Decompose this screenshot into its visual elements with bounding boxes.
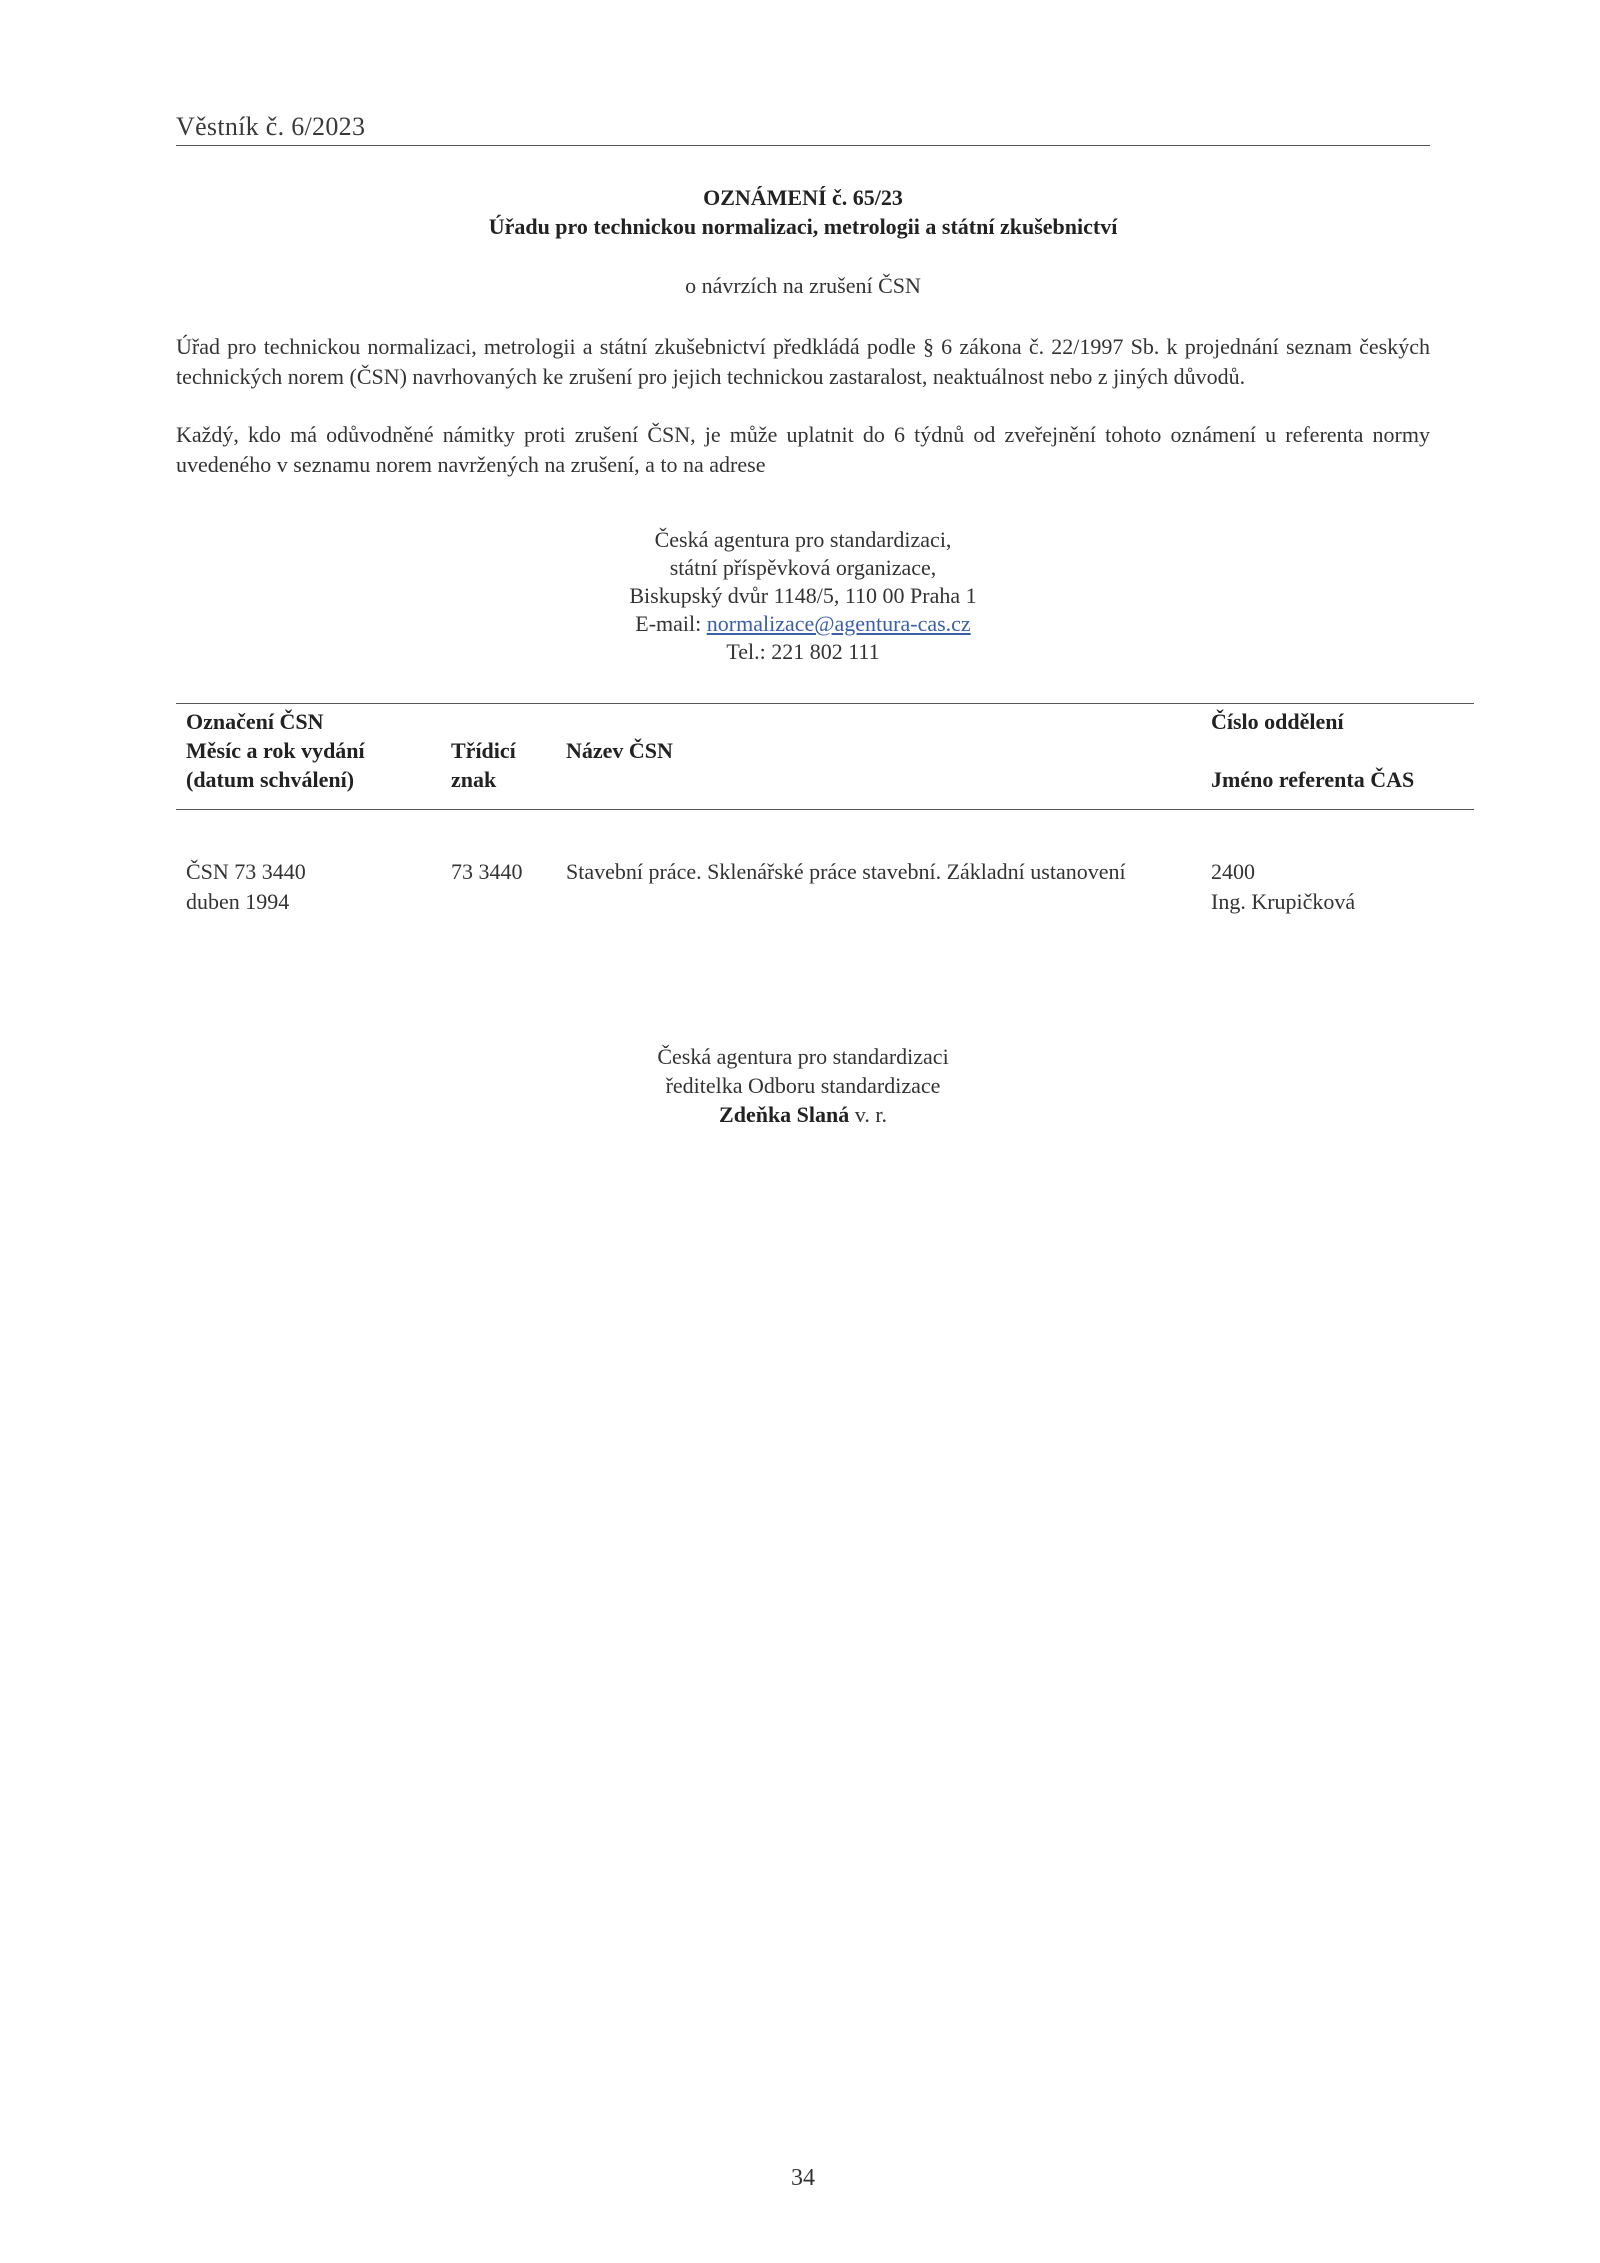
address-email-line (176, 610, 1430, 638)
address-org: Česká agentura pro standardizaci, (654, 527, 952, 552)
paragraph-objections-line-2: normy uvedeného v seznamu norem navržených na zrušení, a to na adrese (176, 422, 1430, 477)
signature-block (176, 1042, 1430, 1129)
signature-role: ředitelka Odboru standardizace (665, 1073, 941, 1098)
row-class-code: 73 3440 (451, 859, 523, 884)
header-dept: Číslo oddělení (1211, 709, 1344, 734)
bulletin-header: Věstník č. 6/2023 (176, 112, 366, 141)
table-header-rule (176, 809, 1474, 810)
address-phone: Tel.: 221 802 111 (726, 639, 880, 664)
header-class-1: Třídicí (451, 738, 516, 763)
paragraph-intro-line-1: Úřad pro technickou normalizaci, metrologii a státní zkušebnictví předkládá podle § 6 zákona č. 22/1997 Sb. k projednání seznam (176, 334, 1352, 359)
paragraph-objections-line-1: Každý, kdo má odůvodněné námitky proti zrušení ČSN, je může uplatnit do 6 týdnů od zveřejnění tohoto oznámení u referenta (176, 422, 1364, 447)
signature-suffix: v. r. (849, 1102, 887, 1127)
notice-issuer: Úřadu pro technickou normalizaci, metrologii a státní zkušebnictví (488, 214, 1118, 239)
header-name: Název ČSN (566, 738, 673, 763)
signature-line (176, 1100, 1430, 1129)
header-month-year: Měsíc a rok vydání (186, 738, 365, 763)
address-block (176, 526, 1430, 666)
paragraph-intro (176, 332, 1430, 392)
paragraph-intro-line-2: českých technických norem (ČSN) navrhovaných ke zrušení pro jejich technickou zastaralost, neaktuálnost nebo z jiných důvodů. (176, 334, 1431, 389)
notice-subject: o návrzích na zrušení ČSN (685, 273, 921, 298)
header-approval: (datum schválení) (186, 767, 355, 792)
header-rule (176, 145, 1430, 146)
page-number: 34 (791, 2165, 815, 2191)
email-label: E-mail: (635, 611, 707, 636)
address-street: Biskupský dvůr 1148/5, 110 00 Praha 1 (629, 583, 977, 608)
row-dept: 2400 (1211, 859, 1255, 884)
email-link[interactable]: normalizace@agentura-cas.cz (706, 611, 971, 636)
paragraph-objections (176, 420, 1430, 480)
header-designation: Označení ČSN (186, 709, 324, 734)
header-referent: Jméno referenta ČAS (1211, 767, 1415, 792)
table-top-rule (176, 703, 1474, 704)
row-designation: ČSN 73 3440 (186, 859, 306, 884)
address-org-type: státní příspěvková organizace, (669, 555, 937, 580)
row-referent: Ing. Krupičková (1211, 889, 1356, 914)
row-name: Stavební práce. Sklenářské práce stavební. Základní ustanovení (566, 859, 1126, 884)
row-date: duben 1994 (186, 889, 290, 914)
signature-org: Česká agentura pro standardizaci (657, 1044, 949, 1069)
signature-name: Zdeňka Slaná (719, 1102, 850, 1127)
notice-title: OZNÁMENÍ č. 65/23 (703, 185, 903, 210)
header-class-2: znak (451, 767, 497, 792)
